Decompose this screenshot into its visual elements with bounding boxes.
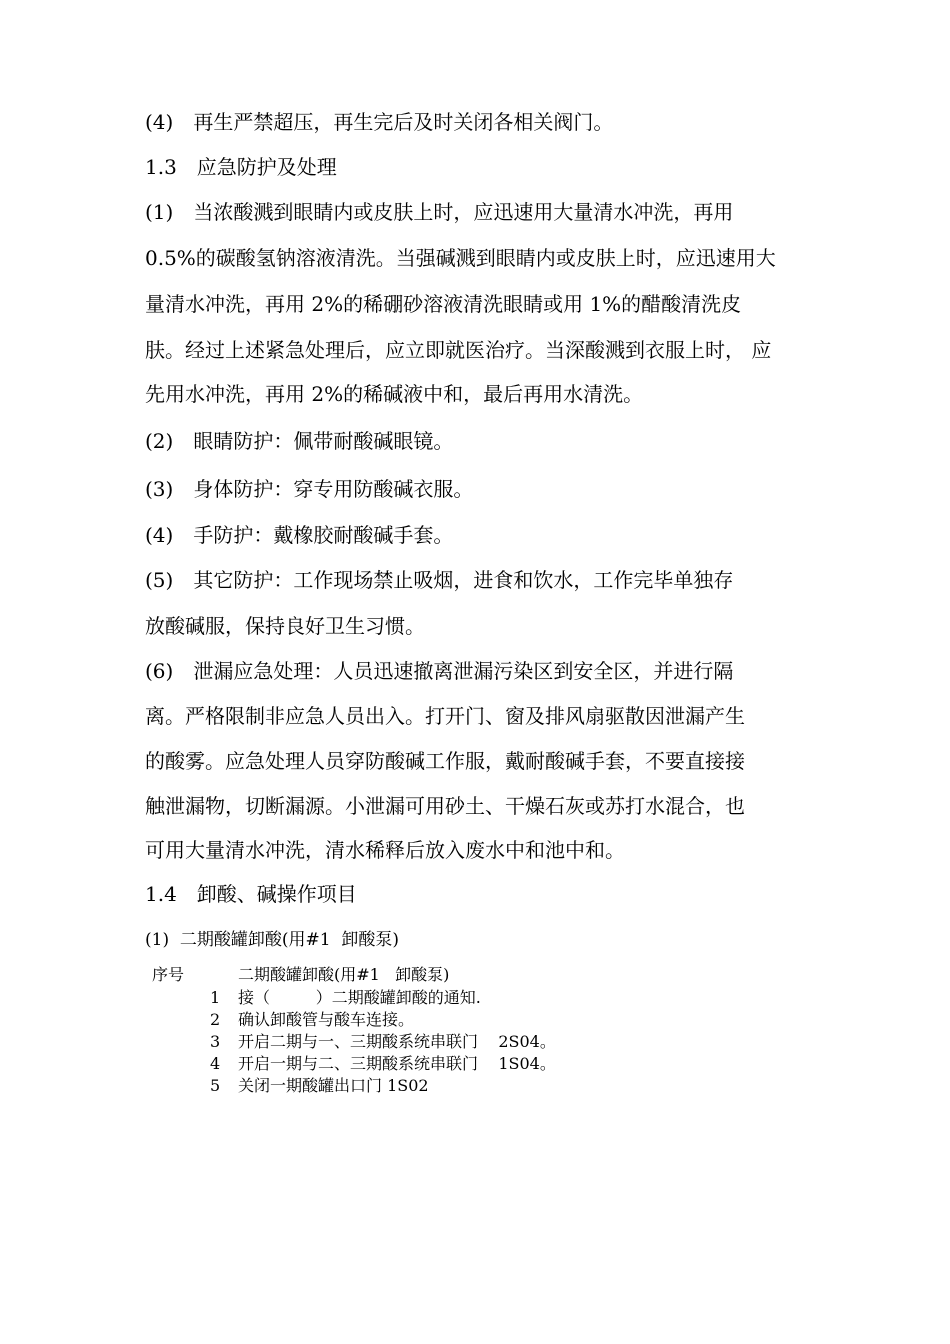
text-line: (2) 眼睛防护：佩带耐酸碱眼镜。 xyxy=(145,429,454,453)
text-line: (4) 再生严禁超压，再生完后及时关闭各相关阀门。 xyxy=(145,110,614,134)
text-line: 量清水冲洗，再用 2%的稀硼砂溶液清洗眼睛或用 1%的醋酸清洗皮 xyxy=(145,292,742,316)
section-heading: 1.4 卸酸、碱操作项目 xyxy=(145,882,357,906)
row-text: 关闭一期酸罐出口门 1S02 xyxy=(238,1076,429,1095)
text-line: 0.5%的碳酸氢钠溶液清洗。当强碱溅到眼睛内或皮肤上时，应迅速用大 xyxy=(145,246,776,270)
row-number: 2 xyxy=(210,1010,221,1029)
subheading: (1) 二期酸罐卸酸(用#1 卸酸泵) xyxy=(145,930,400,950)
text-line: 先用水冲洗，再用 2%的稀碱液中和，最后再用水清洗。 xyxy=(145,382,644,406)
text-line: 离。严格限制非应急人员出入。打开门、窗及排风扇驱散因泄漏产生 xyxy=(145,704,745,728)
section-heading: 1.3 应急防护及处理 xyxy=(145,155,337,179)
row-number: 3 xyxy=(210,1032,221,1051)
text-line: 可用大量清水冲洗，清水稀释后放入废水中和池中和。 xyxy=(145,838,625,862)
text-line: 肤。经过上述紧急处理后，应立即就医治疗。当深酸溅到衣服上时， 应 xyxy=(145,338,772,362)
row-text: 接（ ）二期酸罐卸酸的通知. xyxy=(238,988,481,1007)
text-line: (5) 其它防护：工作现场禁止吸烟，进食和饮水，工作完毕单独存 xyxy=(145,568,734,592)
row-text: 确认卸酸管与酸车连接。 xyxy=(238,1010,415,1029)
text-line: (3) 身体防护：穿专用防酸碱衣服。 xyxy=(145,477,474,501)
row-number: 5 xyxy=(210,1076,221,1095)
text-line: 触泄漏物，切断漏源。小泄漏可用砂土、干燥石灰或苏打水混合，也 xyxy=(145,794,745,818)
row-text: 开启一期与二、三期酸系统串联门 1S04。 xyxy=(238,1054,556,1073)
row-number: 4 xyxy=(210,1054,221,1073)
header-title: 二期酸罐卸酸(用#1 卸酸泵) xyxy=(238,965,450,984)
text-line: 放酸碱服，保持良好卫生习惯。 xyxy=(145,614,425,638)
text-line: (6) 泄漏应急处理：人员迅速撤离泄漏污染区到安全区，并进行隔 xyxy=(145,659,734,683)
text-line: (4) 手防护：戴橡胶耐酸碱手套。 xyxy=(145,523,454,547)
header-index: 序号 xyxy=(152,965,185,984)
text-line: (1) 当浓酸溅到眼睛内或皮肤上时，应迅速用大量清水冲洗，再用 xyxy=(145,200,734,224)
text-line: 的酸雾。应急处理人员穿防酸碱工作服，戴耐酸碱手套，不要直接接 xyxy=(145,749,745,773)
row-number: 1 xyxy=(210,988,221,1007)
row-text: 开启二期与一、三期酸系统串联门 2S04。 xyxy=(238,1032,556,1051)
